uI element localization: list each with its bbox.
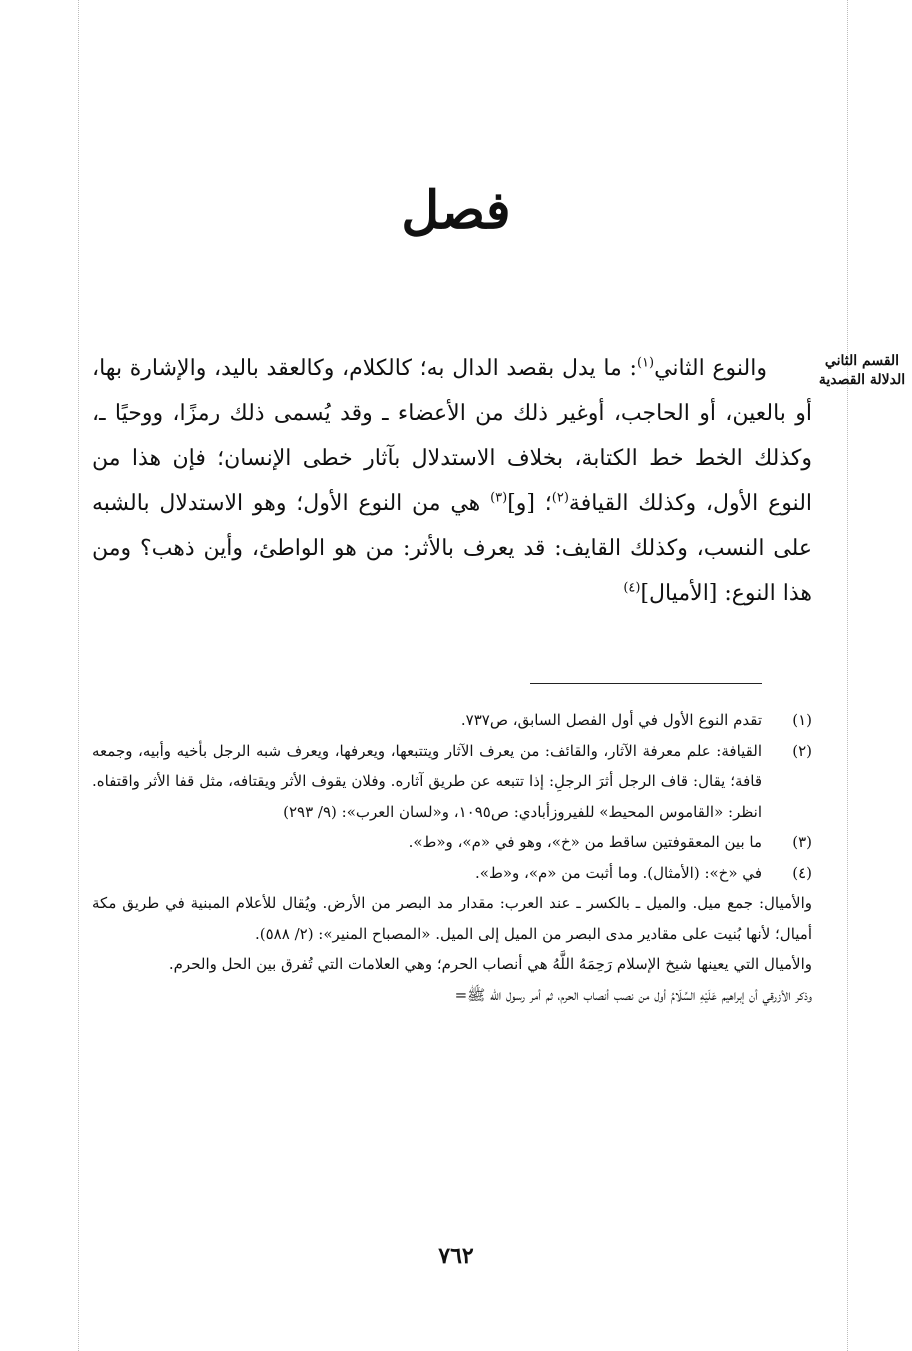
footnote-text: تقدم النوع الأول في أول الفصل السابق، ص٧٣٧. (460, 711, 762, 729)
footnote (92, 858, 812, 889)
footnote (92, 705, 812, 736)
footnote-ref: (٢) (551, 490, 569, 506)
footnote-text: ما بين المعقوفتين ساقط من «خ»، وهو في «م»، و«ط». (408, 833, 762, 851)
footnote-text: القيافة: علم معرفة الآثار، والقائف: من يعرف الآثار ويتتبعها، ويعرفها، ويعرف شبه الرجل بأخيه وأبيه، وجمعه قافة؛ يقال: قاف الرجل أثرَ الرجلِ: إذا تتبعه عن طريق آثاره. وفلان يقوف الأثر ويقتافه، مثل قفا الأثر واقتفاه. انظر: «القاموس المحيط» للفيروزأبادي: ص١٠٩٥، و«لسان العرب»: (٩/ ٢٩٣) (92, 741, 762, 821)
footnote-text: في «خ»: (الأمثال). وما أثبت من «م»، و«ط». (475, 863, 762, 882)
page-number: ٧٦٢ (438, 1243, 474, 1269)
footnote-paragraph: والأميال: جمع ميل. والميل ـ بالكسر ـ عند العرب: مقدار مد البصر من الأرض. ويُقال للأعلام المبنية في طريق مكة أميال؛ لأنها بُنيت على مقادير مدى البصر من الميل إلى الميل. «المصباح المنير»: (٢/ ٥٨٨). (92, 894, 812, 943)
footnote (92, 827, 812, 858)
main-text-segment: : ما يدل بقصد الدال به؛ كالكلام، وكالعقد باليد، والإشارة بها، أو بالعين، أو الحاجب، أوغير ذلك من الأعضاء ـ وقد يُسمى ذلك رمزًا، ووحيًا ـ، وكذلك الخط خط الكتابة، بخلاف الاستدلال بآثار خطى الإنسان؛ فإن هذا من النوع الأول، وكذلك القيافة (92, 356, 813, 516)
side-note-topic: الدلالة القصدية (818, 372, 906, 388)
footnote-ref: (٤) (623, 580, 641, 596)
main-text (92, 346, 812, 616)
side-note-section: القسم الثاني (824, 353, 900, 369)
footnote-number: (٣) (792, 833, 812, 851)
side-note (816, 352, 908, 390)
footnote-number: (١) (792, 711, 812, 729)
footnote-paragraph: وذكر الأزرقي أن إبراهيم عَلَيْهِ السَّلَامُ أول من نصب أنصاب الحرم، ثم أمر رسول الله ﷺ= (454, 985, 812, 1004)
footnote-number: (٤) (792, 863, 812, 882)
footnote (92, 736, 812, 828)
chapter-title: فصل (401, 180, 511, 241)
main-text-segment: والنوع الثاني (654, 356, 767, 381)
main-text-segment: ؛ [و] (507, 491, 552, 516)
main-text-segment: هي من النوع الأول؛ وهو الاستدلال بالشبه على النسب، وكذلك القايف: قد يعرف بالأثر: من هو الواطئ، وأين ذهب؟ ومن هذا النوع: [الأميال] (92, 491, 812, 606)
footnote-separator (530, 683, 762, 684)
main-paragraph (92, 346, 812, 616)
footnote-ref: (١) (636, 355, 655, 371)
footnote-ref: (٣) (490, 490, 508, 506)
footnote-paragraph: والأميال التي يعينها شيخ الإسلام رَحِمَهُ اللَّهُ هي أنصاب الحرم؛ وهي العلامات التي تُفرق بين الحل والحرم. (168, 955, 812, 973)
footnotes (92, 705, 812, 1010)
footnote-number: (٢) (792, 741, 812, 760)
